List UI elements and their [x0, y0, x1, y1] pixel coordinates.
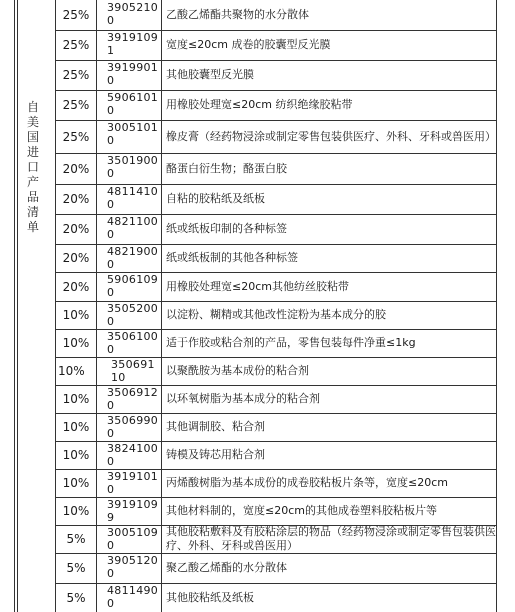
product-description: [162, 357, 496, 385]
product-description: [162, 244, 496, 272]
product-description-text: 自粘的胶粘纸及纸板: [166, 192, 265, 205]
tariff-rate: 25%: [62, 8, 90, 22]
product-description-text: 纸或纸板印制的各种标签: [166, 222, 287, 235]
table-right-border: [496, 0, 497, 612]
product-description-text: 铸模及铸芯用粘合剂: [166, 448, 265, 461]
tariff-rate: 10%: [62, 308, 90, 322]
table-outer-border-left-inner: [17, 0, 18, 612]
product-description: [162, 469, 496, 497]
product-description-text: 其他胶粘敷料及有胶粘涂层的物品（经药物浸涂或制定零售包装供医疗、外科、牙科或兽医用）: [166, 525, 496, 552]
tariff-rate: 10%: [62, 336, 90, 350]
tariff-rate: 10%: [62, 448, 90, 462]
hs-code: 38241000: [107, 442, 159, 468]
product-description-text: 乙酸乙烯酯共聚物的水分散体: [166, 8, 309, 21]
hs-code: 39052100: [107, 1, 159, 27]
tariff-rate: 25%: [62, 68, 90, 82]
hs-code: 39051200: [107, 554, 159, 580]
product-description: [162, 525, 496, 553]
tariff-rate: 25%: [62, 38, 90, 52]
hs-code: 35069110: [111, 358, 155, 384]
hs-code: 39191099: [107, 498, 159, 524]
hs-code: 35069120: [107, 386, 159, 412]
hs-code: 59061010: [107, 91, 159, 117]
product-description-text: 其他调制胶、粘合剂: [166, 420, 265, 433]
tariff-rate: 10%: [62, 420, 90, 434]
product-description-text: 用橡胶处理宽≤20cm 纺织绝缘胶粘带: [166, 98, 353, 111]
hs-code: 48219000: [107, 245, 159, 271]
tariff-rate: 20%: [62, 251, 90, 265]
tariff-rate: 10%: [62, 476, 90, 490]
product-description-text: 酪蛋白衍生物；酪蛋白胶: [166, 161, 287, 175]
tariff-rate: 20%: [62, 192, 90, 206]
tariff-rate: 25%: [62, 129, 90, 144]
product-description: [162, 385, 496, 413]
product-description-text: 丙烯酸树脂为基本成份的成卷胶粘板片条等，宽度≤20cm: [166, 476, 448, 489]
tariff-rate: 20%: [62, 222, 90, 236]
hs-code: 30051010: [107, 121, 159, 147]
tariff-rate: 10%: [58, 364, 85, 378]
tariff-rate: 5%: [66, 532, 86, 546]
product-description: [162, 413, 496, 441]
product-description: [162, 214, 496, 244]
product-description-text: 用橡胶处理宽≤20cm其他纺丝胶粘带: [166, 279, 349, 293]
product-description-text: 纸或纸板制的其他各种标签: [166, 251, 298, 264]
hs-code: 39191091: [107, 31, 159, 57]
table-outer-border-left: [14, 0, 15, 612]
product-description-text: 其他材料制的，宽度≤20cm的其他成卷塑料胶粘板片等: [166, 504, 437, 517]
hs-code: 59061090: [107, 273, 159, 299]
tariff-rate: 5%: [66, 590, 86, 605]
hs-code: 39199010: [107, 61, 159, 87]
product-description: [162, 329, 496, 357]
product-description: [162, 120, 496, 153]
hs-code: 35069900: [107, 414, 159, 440]
tariff-rate: 25%: [62, 98, 90, 112]
product-description: [162, 184, 496, 214]
hs-code: 48114900: [107, 584, 159, 610]
category-label: 自美国进口产品清单: [26, 100, 39, 234]
hs-code: 35052000: [107, 302, 159, 328]
product-description-text: 以淀粉、糊精或其他改性淀粉为基本成分的胶: [166, 308, 386, 321]
product-description: [162, 0, 496, 30]
product-description: [162, 497, 496, 525]
product-description-text: 其他胶囊型反光膜: [166, 68, 254, 81]
hs-code: 48114100: [107, 185, 159, 211]
tariff-rate: 20%: [62, 161, 90, 176]
product-description: [162, 90, 496, 120]
product-description-text: 以聚酰胺为基本成份的粘合剂: [166, 364, 309, 377]
hs-code: 48211000: [107, 215, 159, 241]
product-description: [162, 272, 496, 301]
product-description: [162, 301, 496, 329]
hs-code: 30051090: [107, 526, 159, 552]
product-description-text: 聚乙酸乙烯酯的水分散体: [166, 561, 287, 574]
product-description-text: 其他胶粘纸及纸板: [166, 590, 254, 604]
tariff-rate: 10%: [62, 392, 90, 406]
product-description: [162, 60, 496, 90]
product-description-text: 以环氧树脂为基本成分的粘合剂: [166, 392, 320, 405]
product-description: [162, 553, 496, 583]
product-description-text: 橡皮膏（经药物浸涂或制定零售包装供医疗、外科、牙科或兽医用）: [166, 129, 496, 143]
product-description-text: 适于作胶或粘合剂的产品，零售包装每件净重≤1kg: [166, 336, 416, 349]
hs-code: 39191010: [107, 470, 159, 496]
tariff-rate: 10%: [62, 504, 90, 518]
tariff-rate: 20%: [62, 279, 90, 294]
product-description: [162, 441, 496, 469]
hs-code: 35019000: [107, 154, 159, 180]
product-description: [162, 583, 496, 612]
product-description: [162, 30, 496, 60]
tariff-rate: 5%: [66, 561, 86, 575]
product-description-text: 宽度≤20cm 成卷的胶囊型反光膜: [166, 38, 331, 51]
product-description: [162, 153, 496, 184]
hs-code: 35061000: [107, 330, 159, 356]
